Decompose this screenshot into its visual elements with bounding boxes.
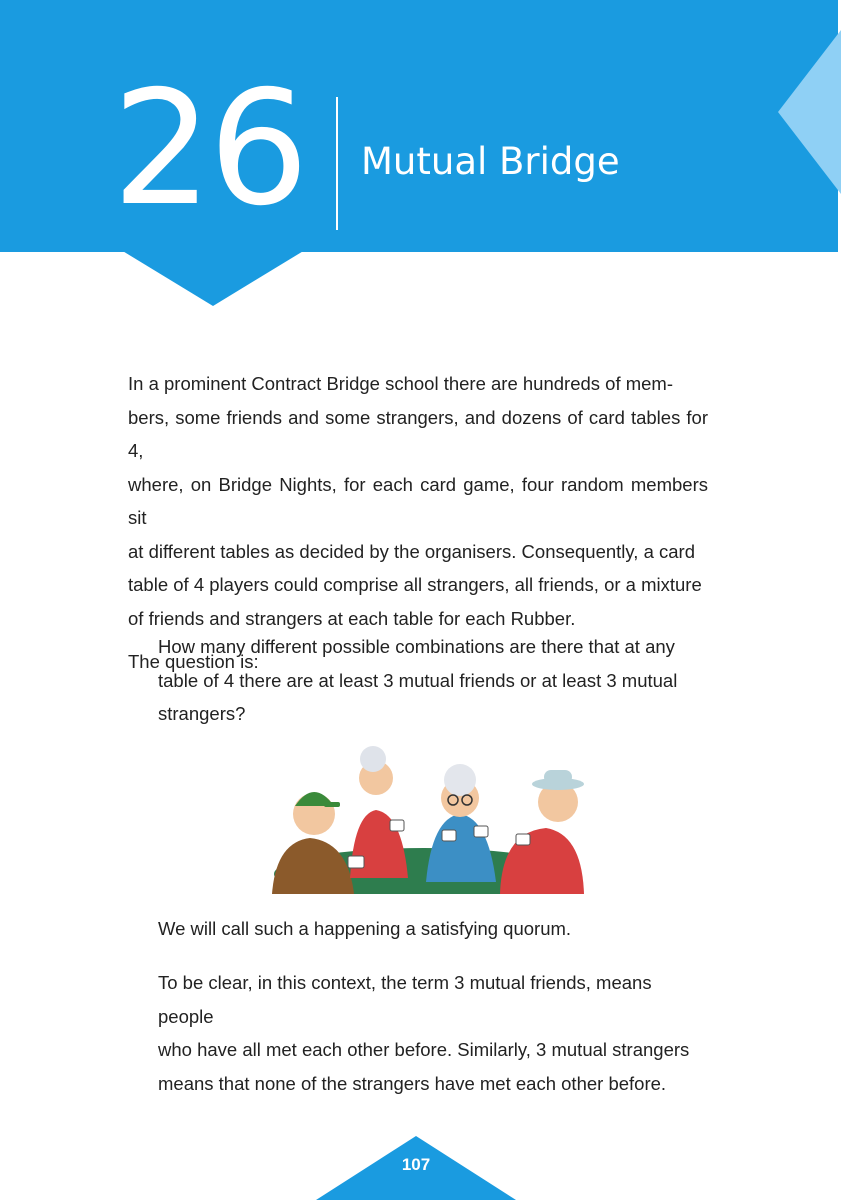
quorum-sentence: We will call such a happening a satisfying quorum. — [158, 918, 572, 939]
intro-line: at different tables as decided by the organisers. Consequently, a card — [128, 540, 695, 562]
title-divider — [336, 97, 338, 230]
intro-line: In a prominent Contract Bridge school there are hundreds of mem- — [128, 373, 674, 394]
player-cap-man — [272, 792, 354, 894]
page-number: 107 — [401, 1155, 431, 1174]
clarification-line: means that none of the strangers have met each other before. — [158, 1072, 667, 1094]
intro-line: where, on Bridge Nights, for each card game, four random members sit — [128, 473, 708, 528]
chapter-number: 26 — [112, 57, 306, 241]
intro-paragraph — [128, 367, 708, 635]
clarification-line: To be clear, in this context, the term 3 mutual friends, means people — [158, 972, 652, 1027]
player-woman-with-glasses — [426, 764, 496, 882]
intro-line: table of 4 players could comprise all strangers, all friends, or a mixture — [128, 574, 702, 595]
question-line: How many different possible combinations are there that at any — [158, 636, 675, 657]
intro-line: bers, some friends and some strangers, and dozens of card tables for 4, — [128, 406, 708, 461]
banner-notch — [121, 250, 305, 306]
question-label: The question is: — [128, 651, 259, 672]
question-line: strangers? — [158, 703, 246, 724]
clarification-paragraph — [158, 966, 708, 1100]
intro-line: of friends and strangers at each table for each Rubber. — [128, 607, 576, 629]
clarification-line: who have all met each other before. Similarly, 3 mutual strangers — [158, 1039, 690, 1060]
question-line: table of 4 there are at least 3 mutual friends or at least 3 mutual — [158, 669, 678, 691]
question-paragraph — [158, 630, 708, 731]
player-man-in-hat — [500, 770, 584, 894]
chapter-title: Mutual Bridge — [361, 140, 620, 183]
card-players-illustration — [262, 744, 586, 894]
